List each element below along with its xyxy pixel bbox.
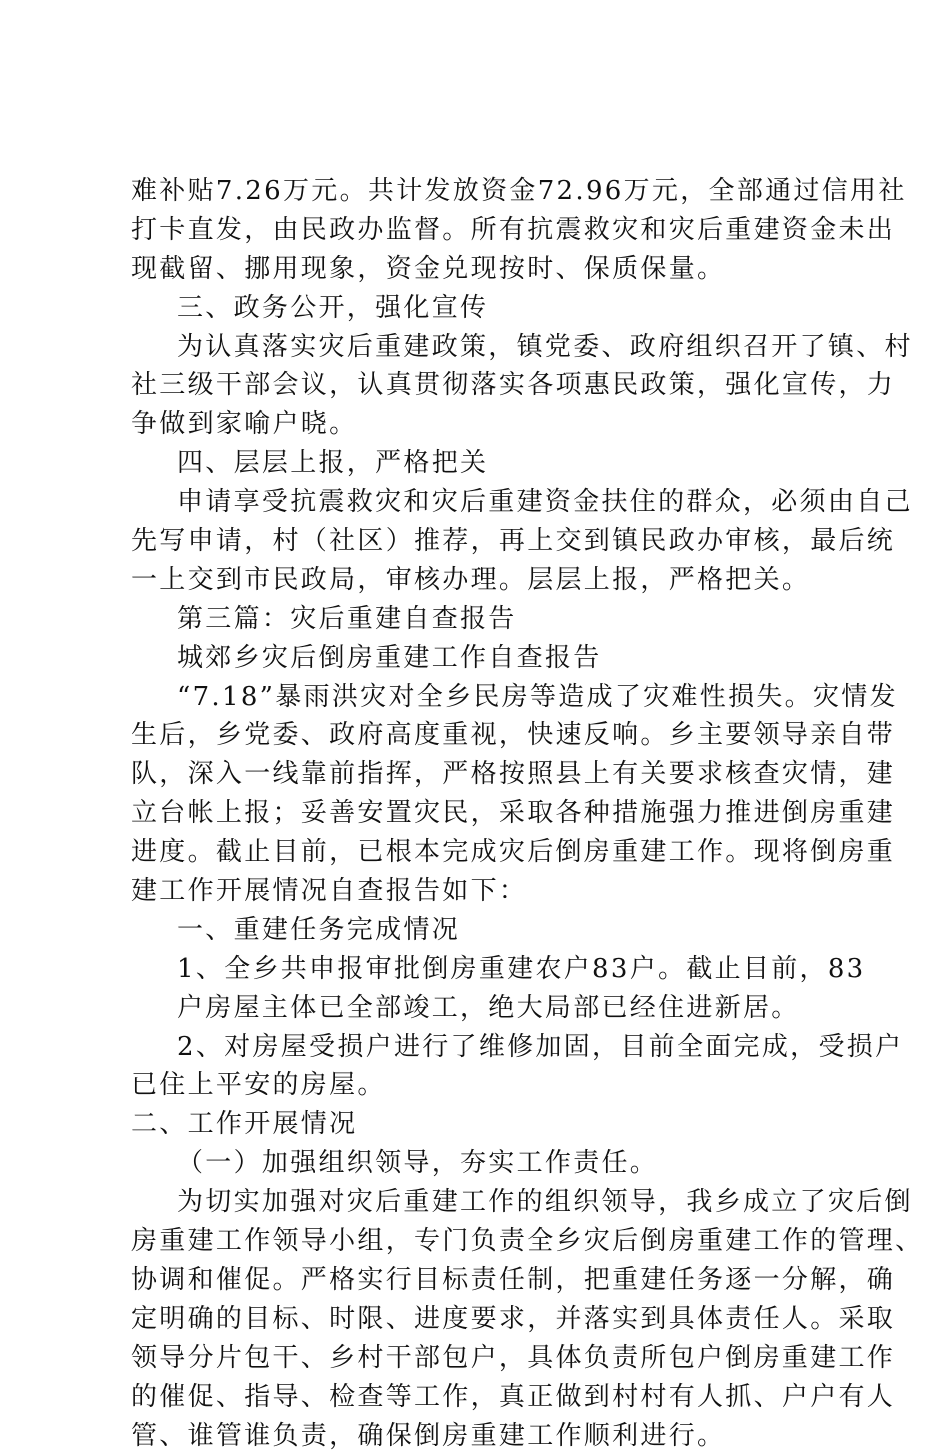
paragraph-line: 已住上平安的房屋。 (131, 1066, 851, 1105)
paragraph-line: 定明确的目标、时限、进度要求，并落实到具体责任人。采取 (131, 1300, 851, 1339)
paragraph-line: 难补贴7.26万元。共计发放资金72.96万元，全部通过信用社 (131, 172, 851, 211)
paragraph-line: 社三级干部会议，认真贯彻落实各项惠民政策，强化宣传，力 (131, 366, 851, 405)
paragraph-line: 户房屋主体已全部竣工，绝大局部已经住进新居。 (131, 989, 851, 1028)
paragraph-line: “7.18”暴雨洪灾对全乡民房等造成了灾难性损失。灾情发 (131, 678, 851, 717)
paragraph-line: 现截留、挪用现象，资金兑现按时、保质保量。 (131, 250, 851, 289)
paragraph-line: 为切实加强对灾后重建工作的组织领导，我乡成立了灾后倒 (131, 1183, 851, 1222)
paragraph-line: 2、对房屋受损户进行了维修加固，目前全面完成，受损户 (131, 1028, 851, 1067)
paragraph-line: 管、谁管谁负责，确保倒房重建工作顺利进行。 (131, 1417, 851, 1455)
paragraph-line: 领导分片包干、乡村干部包户，具体负责所包户倒房重建工作 (131, 1339, 851, 1378)
paragraph-line: 二、工作开展情况 (131, 1105, 851, 1144)
document-body (131, 172, 851, 1455)
paragraph-line: 先写申请，村（社区）推荐，再上交到镇民政办审核，最后统 (131, 522, 851, 561)
paragraph-line: 进度。截止目前，已根本完成灾后倒房重建工作。现将倒房重 (131, 833, 851, 872)
paragraph-line: 1、全乡共申报审批倒房重建农户83户。截止目前，83 (131, 950, 851, 989)
paragraph-line: 立台帐上报；妥善安置灾民，采取各种措施强力推进倒房重建 (131, 794, 851, 833)
paragraph-line: 一、重建任务完成情况 (131, 911, 851, 950)
paragraph-line: 三、政务公开，强化宣传 (131, 289, 851, 328)
paragraph-line: 四、层层上报，严格把关 (131, 444, 851, 483)
paragraph-line: （一）加强组织领导，夯实工作责任。 (131, 1144, 851, 1183)
paragraph-line: 打卡直发，由民政办监督。所有抗震救灾和灾后重建资金未出 (131, 211, 851, 250)
paragraph-line: 一上交到市民政局，审核办理。层层上报，严格把关。 (131, 561, 851, 600)
paragraph-line: 生后，乡党委、政府高度重视，快速反响。乡主要领导亲自带 (131, 716, 851, 755)
paragraph-line: 城郊乡灾后倒房重建工作自查报告 (131, 639, 851, 678)
paragraph-line: 协调和催促。严格实行目标责任制，把重建任务逐一分解，确 (131, 1261, 851, 1300)
paragraph-line: 争做到家喻户晓。 (131, 405, 851, 444)
paragraph-line: 房重建工作领导小组，专门负责全乡灾后倒房重建工作的管理、 (131, 1222, 851, 1261)
paragraph-line: 的催促、指导、检查等工作，真正做到村村有人抓、户户有人 (131, 1378, 851, 1417)
paragraph-line: 第三篇：灾后重建自查报告 (131, 600, 851, 639)
paragraph-line: 队，深入一线靠前指挥，严格按照县上有关要求核查灾情，建 (131, 755, 851, 794)
paragraph-line: 为认真落实灾后重建政策，镇党委、政府组织召开了镇、村 (131, 328, 851, 367)
paragraph-line: 申请享受抗震救灾和灾后重建资金扶住的群众，必须由自己 (131, 483, 851, 522)
paragraph-line: 建工作开展情况自查报告如下： (131, 872, 851, 911)
